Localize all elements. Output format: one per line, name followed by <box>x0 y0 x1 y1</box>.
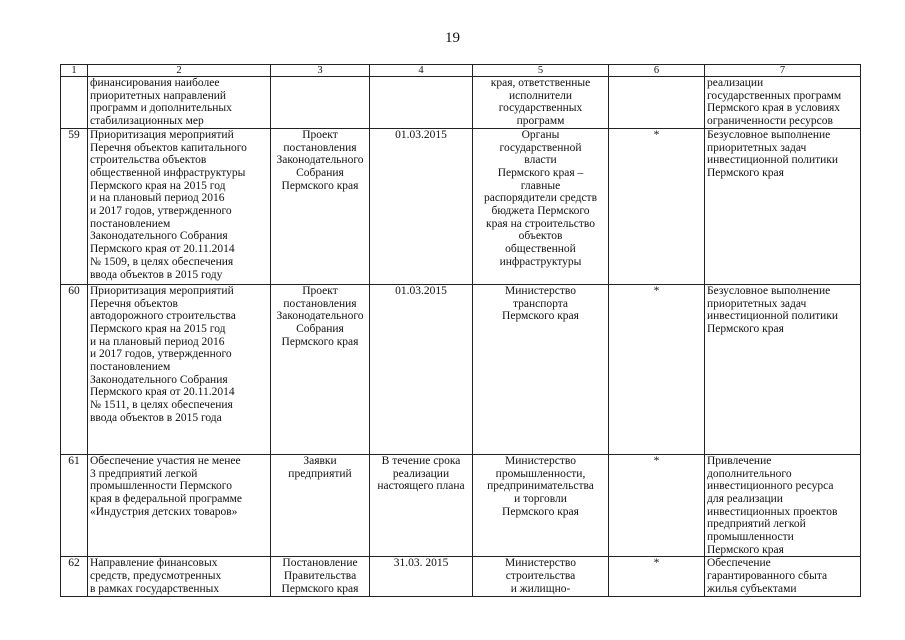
cell-text-line: ограниченности ресурсов <box>707 115 833 128</box>
cell-c2 <box>88 454 271 557</box>
cell-text-line: гарантированного сбыта <box>707 570 828 583</box>
cell-text-line: Постановление <box>282 557 358 570</box>
table-row <box>61 284 861 454</box>
cell-text-line: Законодательного <box>276 154 364 167</box>
cell-text-line: Министерство <box>505 454 576 467</box>
cell-c4 <box>370 128 473 284</box>
cell-text-line: Пермского края <box>281 335 359 348</box>
cell-text-line: приоритетных задач <box>707 297 807 310</box>
cell-text-line: власти <box>524 154 557 167</box>
cell-text-line: Собрания <box>296 322 344 335</box>
cell-c7 <box>705 77 861 129</box>
cell-text-line: Пермского края от 20.11.2014 <box>90 243 235 256</box>
cell-text-line: автодорожного строительства <box>90 310 236 323</box>
header-cell: 3 <box>271 65 370 77</box>
cell-c3 <box>271 77 370 129</box>
cell-text-line: стабилизационных мер <box>90 115 204 128</box>
cell-text-line: инвестиционных проектов <box>707 505 838 518</box>
cell-c5 <box>473 77 609 129</box>
cell-text-line: для реализации <box>707 492 783 505</box>
cell-text-line: государственных программ <box>707 89 842 102</box>
cell-c6 <box>609 128 705 284</box>
cell-text-line: Пермского края <box>502 505 579 518</box>
table-row <box>61 557 861 597</box>
cell-text-line: Направление финансовых <box>90 557 218 570</box>
cell-text-line: промышленности <box>707 531 794 544</box>
cell-text-line: бюджета Пермского <box>491 205 590 218</box>
cell-c6 <box>609 284 705 454</box>
cell-text-line: Пермского края <box>281 179 359 192</box>
row-number-cell: 60 <box>61 284 88 454</box>
cell-text-line: Пермского края – <box>497 166 584 179</box>
cell-text-line: государственной <box>499 141 582 154</box>
cell-text-line: и 2017 годов, утвержденного <box>90 205 232 218</box>
cell-c5 <box>473 557 609 597</box>
cell-text-line: общественной <box>505 243 576 256</box>
table-row <box>61 454 861 557</box>
cell-text-line: постановления <box>283 141 357 154</box>
cell-text-line: предприятий легкой <box>707 518 806 531</box>
cell-text-line: транспорта <box>512 297 569 310</box>
cell-text-line: Проект <box>302 284 338 297</box>
cell-text-line: Перечня объектов капитального <box>90 141 247 154</box>
cell-text-line: «Индустрия детских товаров» <box>90 505 238 518</box>
cell-text-line: Пермского края <box>502 310 579 323</box>
cell-text-line: * <box>653 284 660 297</box>
cell-c4 <box>370 454 473 557</box>
cell-text-line: инфраструктуры <box>499 255 582 268</box>
cell-text-line: В течение срока <box>381 454 461 467</box>
cell-text-line: постановлением <box>90 217 171 230</box>
cell-text-line: реализации <box>707 77 764 89</box>
header-cell: 2 <box>88 65 271 77</box>
cell-text-line: Органы <box>521 128 560 141</box>
cell-text-line: Собрания <box>296 166 344 179</box>
cell-text-line: финансирования наиболее <box>90 77 220 89</box>
cell-c4 <box>370 77 473 129</box>
cell-text-line: Проект <box>302 128 338 141</box>
cell-text-line: Пермского края на 2015 год <box>90 322 226 335</box>
cell-text-line: Пермского края <box>707 166 784 179</box>
cell-text-line: 3 предприятий легкой <box>90 467 198 480</box>
cell-text-line: края, ответственные <box>490 77 591 89</box>
cell-text-line: ввода объектов в 2015 года <box>90 411 222 424</box>
cell-c7 <box>705 284 861 454</box>
cell-text-line: постановлением <box>90 361 171 374</box>
page-number: 19 <box>445 30 460 46</box>
cell-text-line: и на плановый период 2016 <box>90 335 225 348</box>
table-row <box>61 77 861 129</box>
cell-c3 <box>271 128 370 284</box>
cell-text-line: объектов <box>518 230 563 243</box>
cell-text-line: Правительства <box>283 570 357 583</box>
cell-text-line: средств, предусмотренных <box>90 570 222 583</box>
cell-c5 <box>473 128 609 284</box>
cell-text-line: Безусловное выполнение <box>707 128 831 141</box>
cell-c4 <box>370 284 473 454</box>
cell-text-line: Пермского края <box>281 582 359 595</box>
cell-text-line: и на плановый период 2016 <box>90 192 225 205</box>
cell-c3 <box>271 557 370 597</box>
cell-text-line: инвестиционного ресурса <box>707 480 834 493</box>
cell-text-line: и торговли <box>514 492 567 505</box>
cell-text-line: главные <box>520 179 561 192</box>
row-number-cell <box>61 77 88 129</box>
cell-c3 <box>271 454 370 557</box>
cell-text-line: Заявки <box>303 454 337 467</box>
cell-text-line: программ и дополнительных <box>90 102 232 115</box>
cell-text-line: Обеспечение <box>707 557 771 570</box>
cell-text-line: * <box>653 128 660 141</box>
cell-text-line: Пермского края на 2015 год <box>90 179 226 192</box>
cell-text-line: приоритетных задач <box>707 141 807 154</box>
cell-text-line: и 2017 годов, утвержденного <box>90 348 232 361</box>
cell-c3 <box>271 284 370 454</box>
header-cell: 4 <box>370 65 473 77</box>
cell-text-line: и жилищно- <box>510 582 571 595</box>
cell-text-line: Министерство <box>505 284 576 297</box>
cell-c6 <box>609 77 705 129</box>
cell-text-line: строительства <box>505 570 576 583</box>
cell-text-line: инвестиционной политики <box>707 310 839 323</box>
cell-text-line: Безусловное выполнение <box>707 284 831 297</box>
cell-text-line: инвестиционной политики <box>707 154 839 167</box>
cell-c5 <box>473 454 609 557</box>
cell-text-line: Пермского края в условиях <box>707 102 841 115</box>
cell-text-line: государственных <box>498 102 583 115</box>
cell-text-line: Приоритизация мероприятий <box>90 128 234 141</box>
cell-c2 <box>88 557 271 597</box>
header-cell: 1 <box>61 65 88 77</box>
cell-text-line: Приоритизация мероприятий <box>90 284 234 297</box>
cell-c2 <box>88 284 271 454</box>
cell-c7 <box>705 454 861 557</box>
cell-text-line: дополнительного <box>707 467 792 480</box>
row-number-cell: 61 <box>61 454 88 557</box>
cell-text-line: * <box>653 454 660 467</box>
cell-text-line: ввода объектов в 2015 году <box>90 268 223 281</box>
cell-text-line: в рамках государственных <box>90 582 220 595</box>
cell-text-line: промышленности, <box>495 467 586 480</box>
cell-text-line: Законодательного <box>276 310 364 323</box>
cell-text-line: предприятий <box>288 467 352 480</box>
cell-text-line: Перечня объектов <box>90 297 178 310</box>
cell-text-line: реализации <box>392 467 450 480</box>
cell-c6 <box>609 557 705 597</box>
cell-text-line: № 1509, в целях обеспечения <box>90 255 234 268</box>
cell-text-line: приоритетных направлений <box>90 89 227 102</box>
cell-text-line: строительства объектов <box>90 154 207 167</box>
cell-c6 <box>609 454 705 557</box>
header-row <box>61 65 861 77</box>
cell-text-line: Пермского края от 20.11.2014 <box>90 386 235 399</box>
measures-table <box>60 64 861 597</box>
cell-text-line: жилья субъектами <box>707 582 797 595</box>
table-row <box>61 128 861 284</box>
cell-text-line: настоящего плана <box>377 480 465 493</box>
cell-text-line: * <box>653 557 660 570</box>
header-cell: 5 <box>473 65 609 77</box>
cell-text-line: 31.03. 2015 <box>393 557 449 570</box>
cell-text-line: края на строительство <box>485 217 595 230</box>
cell-text-line: постановления <box>283 297 357 310</box>
cell-c7 <box>705 557 861 597</box>
cell-text-line: исполнители <box>508 89 573 102</box>
cell-c2 <box>88 77 271 129</box>
cell-text-line: Привлечение <box>707 454 772 467</box>
cell-text-line: Законодательного Собрания <box>90 230 228 243</box>
cell-c2 <box>88 128 271 284</box>
cell-text-line: распорядители средств <box>483 192 598 205</box>
cell-text-line: программ <box>516 115 565 128</box>
cell-c7 <box>705 128 861 284</box>
cell-c4 <box>370 557 473 597</box>
cell-text-line: Законодательного Собрания <box>90 373 228 386</box>
cell-text-line: Обеспечение участия не менее <box>90 454 241 467</box>
cell-text-line: 01.03.2015 <box>395 128 447 141</box>
cell-text-line: предпринимательства <box>487 480 594 493</box>
cell-text-line: промышленности Пермского <box>90 480 232 493</box>
cell-text-line: № 1511, в целях обеспечения <box>90 399 233 412</box>
cell-text-line: Пермского края <box>707 543 784 556</box>
cell-text-line: Пермского края <box>707 322 784 335</box>
cell-c5 <box>473 284 609 454</box>
row-number-cell: 62 <box>61 557 88 597</box>
header-cell: 7 <box>705 65 861 77</box>
cell-text-line: Министерство <box>505 557 576 570</box>
cell-text-line: общественной инфраструктуры <box>90 166 246 179</box>
row-number-cell: 59 <box>61 128 88 284</box>
cell-text-line: края в федеральной программе <box>90 492 243 505</box>
header-cell: 6 <box>609 65 705 77</box>
cell-text-line: 01.03.2015 <box>395 284 447 297</box>
